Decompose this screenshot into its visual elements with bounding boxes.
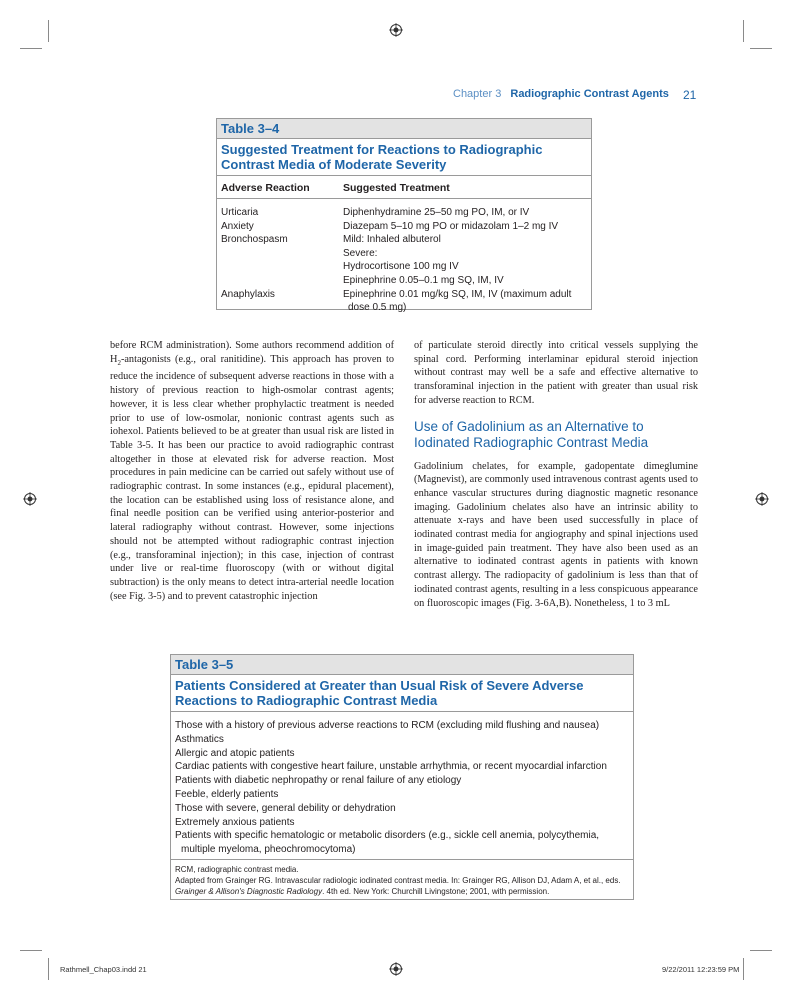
table-row <box>221 206 587 220</box>
slug-timestamp: 9/22/2011 12:23:59 PM <box>662 965 740 974</box>
table-title: Suggested Treatment for Reactions to Radiographic Contrast Media of Moderate Severity <box>217 139 591 176</box>
paragraph-text: -antagonists (e.g., oral ranitidine). This approach has proven to reduce the incidence of subsequent adverse reactions in those with a history of previous reaction to high-osmolar contrast agents; however, it is less clear whether prophylactic treatment is needed prior to use of low-osmolar, nonionic contrast agents such as iohexol. Patients believed to be at greater than usual risk are listed in Table 3-5. It has been our practice to avoid radiographic contrast altogether in those at elevated risk for adverse reaction. Most procedures in pain medicine can be carried out safely without use of radiographic contrast. In some instances (e.g., epidural placement), the location can be established using loss of resistance alone, and final needle position can be verified using anterior-posterior and lateral radiography without contrast. However, some injections should not be attempted without radiographic contrast injection (e.g., transforaminal injection); in this case, injection of contrast under live or real-time fluoroscopy (with or without digital subtraction) is the only means to detect intra-arterial needle location (see Fig. 3-5) and to prevent catastrophic injection <box>110 353 394 602</box>
citation-tail: . 4th ed. New York: Churchill Livingstone; 2001, with permission. <box>322 886 550 896</box>
table-cell: Urticaria <box>221 207 259 218</box>
column-header: Adverse Reaction <box>221 182 310 194</box>
table-row <box>221 220 587 234</box>
table-label: Table 3–4 <box>217 119 591 139</box>
footnote-citation <box>175 886 629 897</box>
body-paragraph <box>110 339 394 603</box>
table-row <box>221 274 587 288</box>
list-item: Cardiac patients with congestive heart failure, unstable arrhythmia, or recent myocardial infarction <box>175 761 607 773</box>
chapter-title: Radiographic Contrast Agents <box>510 88 669 100</box>
subscript: 2 <box>117 358 121 367</box>
table-cell <box>221 274 343 288</box>
table-header-row <box>217 176 591 199</box>
table-row <box>221 260 587 274</box>
table-row <box>221 247 587 261</box>
table-cell: Epinephrine 0.05–0.1 mg SQ, IM, IV <box>343 274 504 286</box>
table-cell: Mild: Inhaled albuterol <box>343 234 441 246</box>
crop-mark <box>743 958 744 980</box>
crop-mark <box>750 950 772 951</box>
table-cell <box>221 260 343 274</box>
list-item: Extremely anxious patients <box>175 816 295 828</box>
table-cell: Diazepam 5–10 mg PO or midazolam 1–2 mg IV <box>343 220 559 232</box>
section-heading: Use of Gadolinium as an Alternative to Iodinated Radiographic Contrast Media <box>414 418 649 450</box>
table-cell: Diphenhydramine 25–50 mg PO, IM, or IV <box>343 207 530 218</box>
registration-mark-icon <box>755 492 769 506</box>
table-cell: Epinephrine 0.01 mg/kg SQ, IM, IV (maximum adult dose 0.5 mg) <box>343 288 572 314</box>
registration-mark-icon <box>23 492 37 506</box>
table-title: Patients Considered at Greater than Usual Risk of Severe Adverse Reactions to Radiographic Contrast Media <box>171 675 633 712</box>
footnote-abbreviation: RCM, radiographic contrast media. <box>175 864 299 874</box>
list-item: Patients with specific hematologic or metabolic disorders (e.g., sickle cell anemia, polycythemia, multiple myeloma, pheochromocytoma) <box>175 830 600 856</box>
paragraph-text: before RCM administration). Some authors recommend addition of H <box>110 340 394 365</box>
crop-mark <box>48 20 49 42</box>
list-item: Allergic and atopic patients <box>175 747 295 759</box>
body-paragraph: Gadolinium chelates, for example, gadopentate dimeglumine (Magnevist), are commonly used intravenous contrast agents used to enhance vascular structures during diagnostic magnetic resonance imaging. Gadolinium chelates also have an intrinsic ability to attenuate x-rays and have been used successfully in place of iodinated contrast media for angiography and spinal injections used in image-guided pain treatment. They have also been used as an alternative to iodinated contrast agents in patients with known contrast allergy. The radiopacity of gadolinium is less than that of iodinated contrast agents, resulting in a less conspicuous appearance on fluoroscopic images (Fig. 3-6A,B). Nonetheless, 1 to 3 mL <box>414 460 698 609</box>
registration-mark-icon <box>389 23 403 37</box>
right-column <box>414 339 698 610</box>
crop-mark <box>48 958 49 980</box>
table-3-5 <box>170 654 634 900</box>
table-label: Table 3–5 <box>171 655 633 675</box>
table-cell: Severe: <box>343 247 378 259</box>
list-item: Those with severe, general debility or dehydration <box>175 802 396 814</box>
registration-mark-icon <box>389 962 403 976</box>
footnote-source: Adapted from Grainger RG. Intravascular radiologic iodinated contrast media. In: Grainger RG, Allison DJ, Adam A, et al., eds. <box>175 875 621 885</box>
table-cell: Anaphylaxis <box>221 288 275 300</box>
page-number: 21 <box>683 88 697 102</box>
table-3-4 <box>216 118 592 314</box>
list-item: Patients with diabetic nephropathy or renal failure of any etiology <box>175 775 462 787</box>
table-footnotes <box>171 860 633 897</box>
book-title: Grainger & Allison's Diagnostic Radiology <box>175 886 323 896</box>
body-paragraph: of particulate steroid directly into critical vessels supplying the spinal cord. Performing interlaminar epidural steroid injection without contrast may well be a safe and effective alternative to transforaminal injection in the patient with greater than usual risk for adverse reaction to RCM. <box>414 340 698 406</box>
list-item: Feeble, elderly patients <box>175 788 279 800</box>
chapter-label: Chapter 3 <box>453 88 502 100</box>
crop-mark <box>743 20 744 42</box>
table-body <box>217 199 591 315</box>
crop-mark <box>750 48 772 49</box>
table-cell: Hydrocortisone 100 mg IV <box>343 261 459 273</box>
table-body <box>171 712 633 860</box>
crop-mark <box>20 950 42 951</box>
table-cell: Bronchospasm <box>221 234 288 246</box>
column-header: Suggested Treatment <box>343 182 450 194</box>
table-cell: Anxiety <box>221 220 254 232</box>
left-column <box>110 339 394 603</box>
table-row <box>221 288 587 315</box>
slug-filename: Rathmell_Chap03.indd 21 <box>60 965 147 974</box>
running-head <box>453 88 669 100</box>
list-item: Asthmatics <box>175 733 224 745</box>
list-item: Those with a history of previous adverse reactions to RCM (excluding mild flushing and nausea) <box>175 720 600 731</box>
table-row <box>221 233 587 247</box>
table-cell <box>221 247 343 261</box>
crop-mark <box>20 48 42 49</box>
